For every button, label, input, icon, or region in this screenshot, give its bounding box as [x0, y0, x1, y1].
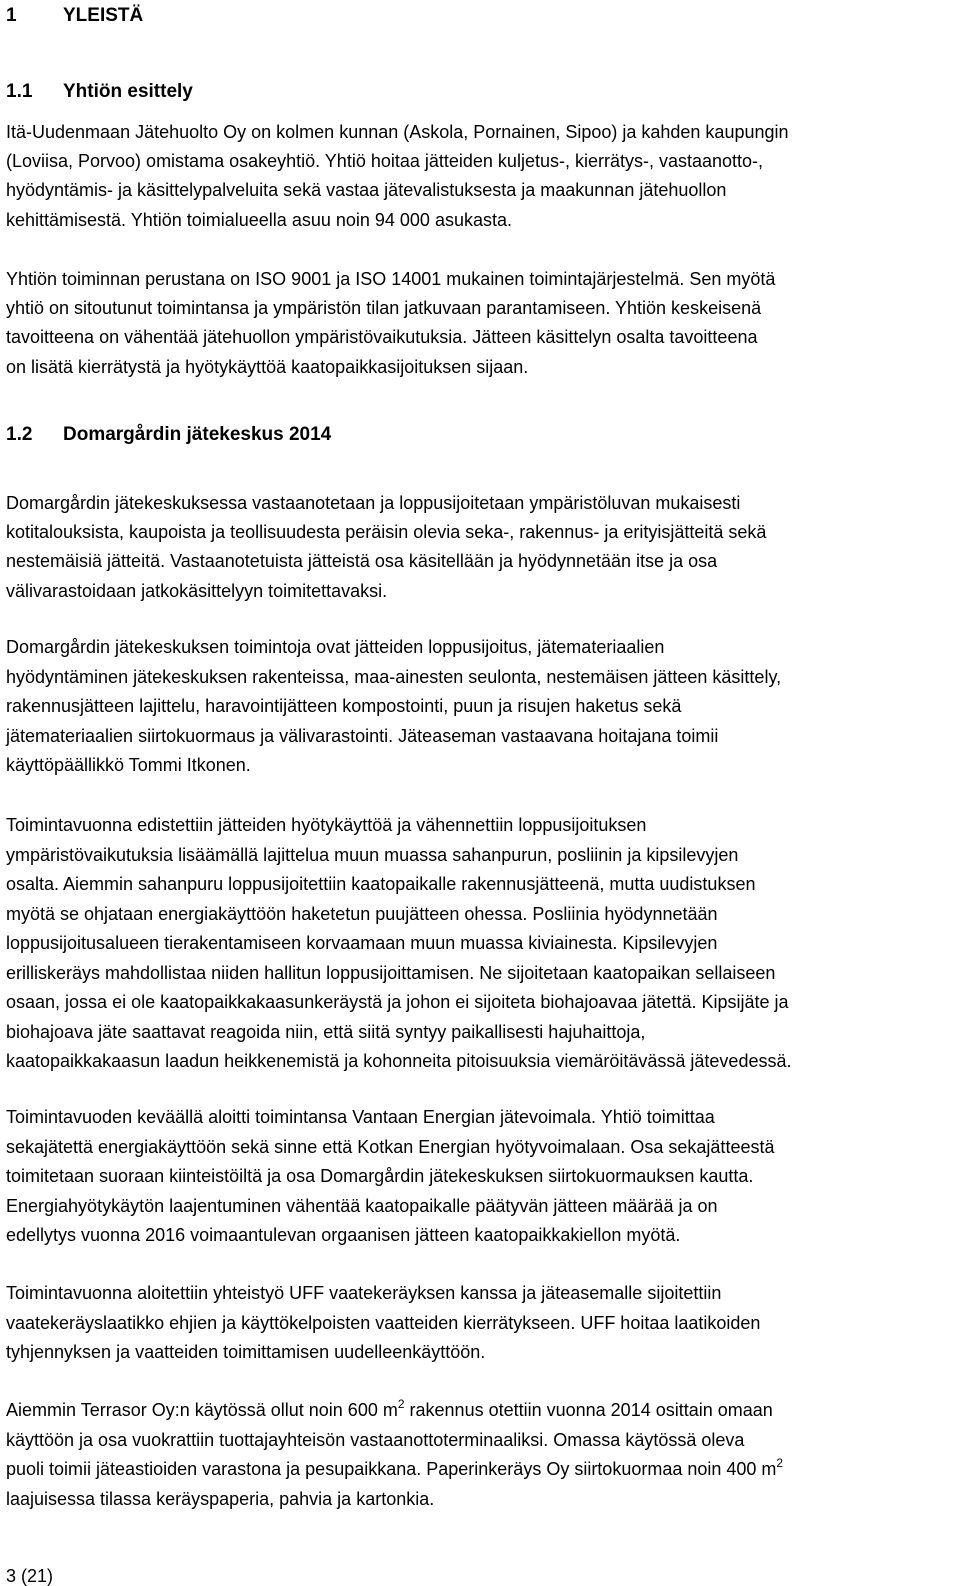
text-segment: Aiemmin Terrasor Oy:n käytössä ollut noin 600 m: [6, 1400, 398, 1420]
text-segment: rakennus otettiin vuonna 2014 osittain omaan: [404, 1400, 773, 1420]
section-heading-1-2: [6, 423, 331, 447]
text-line: kotitalouksista, kaupoista ja teollisuudesta peräisin olevia seka-, rakennus- ja erityisjätteitä sekä: [6, 522, 767, 543]
text-line: on lisätä kierrätystä ja hyötykäyttöä kaatopaikkasijoituksen sijaan.: [6, 356, 529, 377]
superscript: 2: [776, 1456, 784, 1470]
paragraph-iso-system: [6, 265, 775, 382]
text-line: Domargårdin jätekeskuksessa vastaanotetaan ja loppusijoitetaan ympäristöluvan mukaisesti: [6, 493, 741, 513]
text-line: tavoitteena on vähentää jätehuollon ympäristövaikutuksia. Jätteen käsittelyn osalta tavoitteena: [6, 327, 758, 348]
page-number: 3 (21): [6, 1566, 54, 1586]
text-line: edellytys vuonna 2016 voimaantulevan orgaanisen jätteen kaatopaikkakiellon myötä.: [6, 1225, 681, 1245]
text-line: Domargårdin jätekeskuksen toimintoja ovat jätteiden loppusijoitus, jätemateriaalien: [6, 637, 665, 657]
text-line: Energiahyötykäytön laajentuminen vähentää kaatopaikalle päätyvän jätteen määrää ja on: [6, 1195, 718, 1216]
text-line: Yhtiön toiminnan perustana on ISO 9001 ja ISO 14001 mukainen toimintajärjestelmä. Sen myötä: [6, 269, 776, 289]
text-line: nestemäisiä jätteitä. Vastaanotetuista jätteistä osa käsitellään ja hyödynnetään itse ja osa: [6, 551, 718, 572]
text-line: Itä-Uudenmaan Jätehuolto Oy on kolmen kunnan (Askola, Pornainen, Sipoo) ja kahden kaupungin: [6, 122, 789, 142]
text-line: Toimintavuonna edistettiin jätteiden hyötykäyttöä ja vähennettiin loppusijoituksen: [6, 815, 647, 835]
text-line: hyödyntämis- ja käsittelypalveluita sekä vastaa jätevalistuksesta ja maakunnan jätehuollon: [6, 180, 727, 201]
section-number: 1: [6, 5, 17, 26]
section-title: Domargårdin jätekeskus 2014: [63, 424, 332, 445]
text-line: Toimintavuoden keväällä aloitti toimintansa Vantaan Energian jätevoimala. Yhtiö toimittaa: [6, 1107, 715, 1127]
section-title: Yhtiön esittely: [63, 81, 193, 102]
text-line: vaatekeräyslaatikko ehjien ja käyttökelpoisten vaatteiden kierrätykseen. UFF hoitaa laatikoiden: [6, 1312, 761, 1333]
text-line: rakennusjätteen lajittelu, haravointijätteen kompostointi, puun ja risujen haketus sekä: [6, 696, 682, 716]
section-heading-1-1: [6, 80, 193, 104]
section-number: 1.1: [6, 81, 33, 102]
text-line: (Loviisa, Porvoo) omistama osakeyhtiö. Yhtiö hoitaa jätteiden kuljetus-, kierrätys-, vastaanotto-,: [6, 151, 764, 172]
text-line: sekajätettä energiakäyttöön sekä sinne että Kotkan Energian hyötyvoimalaan. Osa sekajätteestä: [6, 1136, 775, 1157]
text-line: [6, 1396, 783, 1426]
text-line: ympäristövaikutuksia lisäämällä lajittelua muun muassa sahanpurun, posliinin ja kipsilevyjen: [6, 844, 739, 865]
text-line: osaan, jossa ei ole kaatopaikkakaasunkeräystä ja johon ei sijoiteta biohajoavaa jätettä. Kipsijäte ja: [6, 992, 789, 1012]
text-line: laajuisessa tilassa keräyspaperia, pahvia ja kartonkia.: [6, 1488, 435, 1509]
text-line: tyhjennyksen ja vaatteiden toimittamisen uudelleenkäyttöön.: [6, 1342, 486, 1362]
paragraph-company-intro: [6, 118, 789, 235]
text-line: [6, 1455, 783, 1485]
text-line: hyödyntäminen jätekeskuksen rakenteissa, maa-ainesten seulonta, nestemäisen jätteen käsittely,: [6, 666, 782, 687]
text-line: välivarastoidaan jatkokäsittelyyn toimitettavaksi.: [6, 580, 388, 601]
text-line: Toimintavuonna aloitettiin yhteistyö UFF vaatekeräyksen kanssa ja jäteasemalle sijoitettiin: [6, 1283, 722, 1303]
text-line: biohajoava jäte saattavat reagoida niin, että siitä syntyy paikallisesti hajuhaittoja,: [6, 1021, 646, 1042]
text-line: loppusijoitusalueen tierakentamiseen korvaamaan muun muassa kiviainesta. Kipsilevyjen: [6, 933, 718, 953]
text-segment: puoli toimii jäteastioiden varastona ja pesupaikkana. Paperinkeräys Oy siirtokuormaa noin 400 m: [6, 1459, 777, 1479]
text-line: kaatopaikkakaasun laadun heikkenemistä ja kohonneita pitoisuuksia viemäröitävässä jätevedessä.: [6, 1051, 792, 1071]
text-line: kehittämisestä. Yhtiön toimialueella asuu noin 94 000 asukasta.: [6, 209, 512, 230]
paragraph-terrasor-building: [6, 1396, 783, 1514]
paragraph-uff-cooperation: [6, 1279, 760, 1368]
text-line: myötä se ohjataan energiakäyttöön haketetun puujätteen ohessa. Posliinia hyödynnetään: [6, 903, 718, 924]
text-line: yhtiö on sitoutunut toimintansa ja ympäristön tilan jatkuvaan parantamiseen. Yhtiön keskeisenä: [6, 298, 762, 319]
superscript: 2: [397, 1397, 405, 1411]
paragraph-waste-reception: [6, 489, 766, 606]
paragraph-energy-use: [6, 1103, 774, 1251]
paragraph-recycling-improvements: [6, 811, 791, 1077]
section-heading-1: [6, 4, 143, 28]
text-line: jätemateriaalien siirtokuormaus ja välivarastointi. Jäteaseman vastaavana hoitajana toimii: [6, 725, 719, 746]
section-number: 1.2: [6, 424, 33, 445]
text-line: osalta. Aiemmin sahanpuru loppusijoitettiin kaatopaikalle rakennusjätteenä, mutta uudistuksen: [6, 874, 756, 894]
section-title: YLEISTÄ: [63, 5, 144, 26]
text-line: erilliskeräys mahdollistaa niiden hallitun loppusijoittamisen. Ne sijoitetaan kaatopaikan sellaiseen: [6, 962, 776, 983]
text-line: käyttöön ja osa vuokrattiin tuottajayhteisön vastaanottoterminaaliksi. Omassa käytössä oleva: [6, 1429, 745, 1450]
text-line: käyttöpäällikkö Tommi Itkonen.: [6, 755, 251, 775]
text-line: toimitetaan suoraan kiinteistöiltä ja osa Domargårdin jätekeskuksen siirtokuormauksen kautta.: [6, 1166, 754, 1186]
paragraph-operations: [6, 633, 781, 781]
